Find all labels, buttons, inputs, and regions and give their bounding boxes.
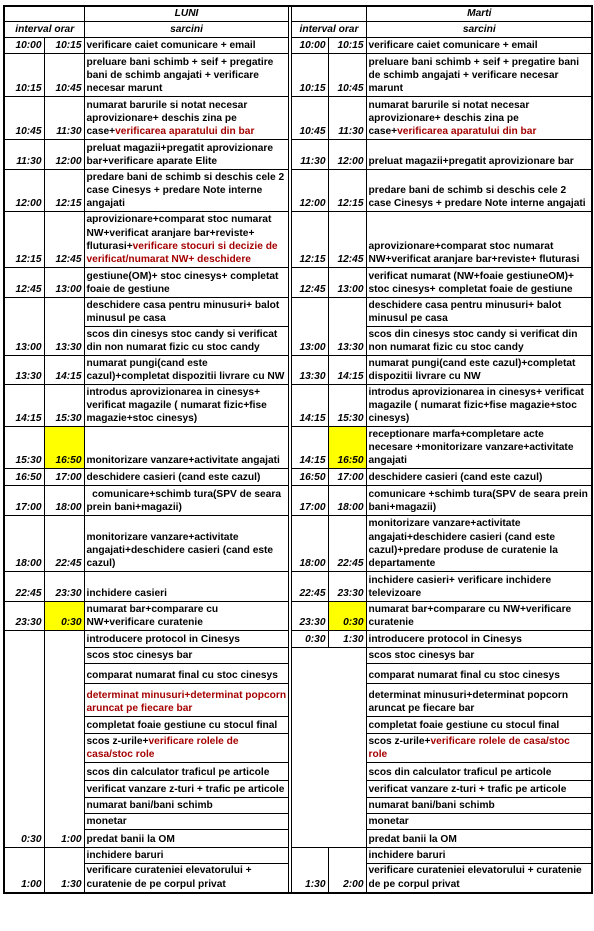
task-text: introducere protocol in Cinesys xyxy=(368,634,522,645)
luni-time-start: 14:15 xyxy=(4,385,44,427)
task-content xyxy=(87,531,287,571)
task-content xyxy=(87,633,287,646)
task-content xyxy=(369,328,591,354)
schedule-row xyxy=(4,140,592,170)
task-content xyxy=(369,155,591,168)
marti-task xyxy=(366,516,592,572)
task-content xyxy=(87,328,287,354)
task-text: deschidere casieri (cand este cazul) xyxy=(368,472,543,483)
marti-time-start: 13:30 xyxy=(291,356,328,385)
marti-task xyxy=(366,798,592,814)
task-content xyxy=(87,171,287,211)
task-text: verificare curateniei elevatorului + curatenie de pe corpul privat xyxy=(368,865,582,890)
luni-time-start: 1:00 xyxy=(4,848,44,893)
task-content xyxy=(369,517,591,570)
task-text: numarat pungi(cand este cazul)+completat dispozitii livrare cu NW xyxy=(86,357,285,382)
task-content xyxy=(369,849,591,862)
task-text: monitorizare vanzare+activitate angajati xyxy=(86,455,280,466)
task-content xyxy=(87,386,287,426)
schedule-row xyxy=(4,648,592,664)
task-content xyxy=(369,574,591,600)
schedule-row xyxy=(4,516,592,572)
task-content xyxy=(87,357,287,383)
task-text: inchidere casieri xyxy=(86,588,167,599)
task-content xyxy=(369,39,591,52)
marti-task xyxy=(366,781,592,798)
luni-time-end: 13:00 xyxy=(44,268,84,298)
marti-task xyxy=(366,356,592,385)
task-content xyxy=(87,56,287,96)
task-content xyxy=(87,864,287,890)
marti-time-end: 10:45 xyxy=(328,54,366,97)
task-content xyxy=(369,815,591,828)
task-text: completat foaie gestiune cu stocul final xyxy=(86,720,278,731)
task-text: verificare caiet comunicare + email xyxy=(368,40,538,51)
task-text: scos din cinesys stoc candy si verificat din non numarat fizic cu stoc candy xyxy=(368,328,578,353)
task-text: preluare bani schimb + seif + pregatire bani de schimb angajati + verificare necesar marunt xyxy=(86,56,274,94)
luni-task xyxy=(84,864,288,893)
luni-task xyxy=(84,516,288,572)
task-text: numarat pungi(cand este cazul)+completat dispozitii livrare cu NW xyxy=(368,357,576,382)
marti-time-start: 16:50 xyxy=(291,469,328,486)
task-content xyxy=(87,39,287,52)
marti-task xyxy=(366,572,592,602)
task-content xyxy=(87,213,287,266)
luni-time-end: 16:50 xyxy=(44,427,84,469)
luni-task xyxy=(84,97,288,140)
task-content xyxy=(369,270,591,296)
task-text: receptionare marfa+completare acte necesare +monitorizare vanzare+activitate angajati xyxy=(368,428,574,466)
marti-time-start: 14:15 xyxy=(291,427,328,469)
luni-task xyxy=(84,38,288,54)
task-content xyxy=(87,815,287,828)
marti-time-start: 10:45 xyxy=(291,97,328,140)
marti-task xyxy=(366,170,592,212)
luni-time-start: 12:45 xyxy=(4,268,44,298)
marti-time-start: 17:00 xyxy=(291,486,328,516)
marti-task xyxy=(366,602,592,631)
marti-task xyxy=(366,648,592,664)
task-red-text: determinat minusuri+determinat popcorn aruncat pe fiecare bar xyxy=(86,689,287,714)
luni-time-end: 15:30 xyxy=(44,385,84,427)
marti-task xyxy=(366,814,592,830)
marti-time-end: 13:30 xyxy=(328,298,366,356)
task-content xyxy=(87,299,287,325)
marti-time-end: 12:45 xyxy=(328,212,366,268)
task-text: scos stoc cinesys bar xyxy=(86,650,193,661)
marti-task xyxy=(366,469,592,486)
task-content xyxy=(87,833,287,846)
luni-time-start: 13:30 xyxy=(4,356,44,385)
task-text: inchidere baruri xyxy=(368,850,446,861)
marti-task xyxy=(366,763,592,781)
task-red-text: verificare rolele de casa/stoc role xyxy=(86,735,239,760)
marti-header-blank xyxy=(291,6,366,22)
marti-time-start: 14:15 xyxy=(291,385,328,427)
luni-task xyxy=(84,486,288,516)
marti-task xyxy=(366,140,592,170)
task-text: scos din calculator traficul pe articole xyxy=(368,767,552,778)
luni-interval-header: interval orar xyxy=(4,22,84,38)
task-text: completat foaie gestiune cu stocul final xyxy=(368,720,560,731)
luni-time-start: 18:00 xyxy=(4,516,44,572)
marti-time-end: 1:30 xyxy=(328,631,366,648)
task-content xyxy=(369,649,591,662)
task-content xyxy=(369,603,591,629)
luni-time-start: 15:30 xyxy=(4,427,44,469)
luni-task xyxy=(84,385,288,427)
marti-interval-header: interval orar xyxy=(291,22,366,38)
luni-task xyxy=(84,848,288,864)
task-content xyxy=(87,766,287,779)
task-content xyxy=(87,849,287,862)
task-text: scos z-urile+ xyxy=(368,735,431,747)
task-content xyxy=(369,386,591,426)
luni-task xyxy=(84,734,288,763)
luni-time-end: 11:30 xyxy=(44,97,84,140)
task-text: scos din cinesys stoc candy si verificat din non numarat fizic cu stoc candy xyxy=(86,328,278,353)
luni-task xyxy=(84,327,288,356)
marti-time-start: 18:00 xyxy=(291,516,328,572)
header-row-day xyxy=(4,6,592,22)
schedule-row xyxy=(4,268,592,298)
task-content xyxy=(369,783,591,796)
luni-time-start: 12:15 xyxy=(4,212,44,268)
task-text: scos din calculator traficul pe articole xyxy=(86,767,270,778)
task-text: comparat numarat final cu stoc cinesys xyxy=(368,670,560,681)
luni-task xyxy=(84,212,288,268)
task-text: preluat magazii+pregatit aprovizionare bar+verificare aparate Elite xyxy=(86,142,274,167)
schedule-row xyxy=(4,848,592,864)
task-text: deschidere casieri (cand este cazul) xyxy=(86,472,261,483)
task-content xyxy=(87,603,287,629)
luni-time-start: 11:30 xyxy=(4,140,44,170)
task-content xyxy=(87,270,287,296)
luni-time-start: 13:00 xyxy=(4,298,44,356)
task-text: numarat barurile si notat necesar aprovizionare+ deschis zina pe case+ xyxy=(368,99,530,137)
luni-task xyxy=(84,648,288,664)
luni-task xyxy=(84,427,288,469)
marti-time-start: 10:00 xyxy=(291,38,328,54)
task-text: deschidere casa pentru minusuri+ balot minusul pe casa xyxy=(86,299,280,324)
task-text: introdus aprovizionarea in cinesys+ verificat magazile ( numarat fizic+fise magazie+stoc cinesys) xyxy=(368,386,584,424)
marti-time-end: 12:15 xyxy=(328,170,366,212)
luni-task xyxy=(84,469,288,486)
task-content xyxy=(369,669,591,682)
schedule-row xyxy=(4,170,592,212)
task-content xyxy=(369,56,591,96)
schedule-row xyxy=(4,212,592,268)
luni-task xyxy=(84,830,288,848)
marti-day-title: Marti xyxy=(366,6,592,22)
luni-time-end: 0:30 xyxy=(44,602,84,631)
marti-time-end: 18:00 xyxy=(328,486,366,516)
task-text: preluat magazii+pregatit aprovizionare bar xyxy=(368,156,574,167)
task-text: preluare bani schimb + seif + pregatire bani de schimb angajati + verificare necesar marunt xyxy=(368,56,580,94)
task-text: predare bani de schimb si deschis cele 2 case Cinesys + predare Note interne angajati xyxy=(368,184,586,209)
luni-task xyxy=(84,356,288,385)
task-text: comunicare+schimb tura(SPV de seara prein bani+magazii) xyxy=(86,488,281,513)
task-content xyxy=(87,488,287,514)
task-text: numarat bani/bani schimb xyxy=(368,800,495,811)
luni-time-start: 10:45 xyxy=(4,97,44,140)
luni-time-start: 0:30 xyxy=(4,631,44,848)
task-content xyxy=(87,471,287,484)
task-content xyxy=(369,488,591,514)
task-text: deschidere casa pentru minusuri+ balot minusul pe casa xyxy=(368,299,562,324)
task-text: verificare caiet comunicare + email xyxy=(86,40,256,51)
marti-time-end: 2:00 xyxy=(328,848,366,893)
marti-time-end: 12:00 xyxy=(328,140,366,170)
marti-time-blank xyxy=(291,648,366,848)
luni-time-start: 17:00 xyxy=(4,486,44,516)
luni-tasks-header: sarcini xyxy=(84,22,288,38)
luni-task xyxy=(84,572,288,602)
task-text: inchidere baruri xyxy=(86,850,164,861)
luni-day-title: LUNI xyxy=(84,6,288,22)
task-text: numarat bar+comparare cu NW+verificare curatenie xyxy=(86,603,219,628)
luni-task xyxy=(84,140,288,170)
marti-time-end: 0:30 xyxy=(328,602,366,631)
marti-task xyxy=(366,664,592,684)
luni-time-end: 10:15 xyxy=(44,38,84,54)
marti-time-start: 12:00 xyxy=(291,170,328,212)
schedule-row xyxy=(4,385,592,427)
marti-tasks-header: sarcini xyxy=(366,22,592,38)
marti-task xyxy=(366,385,592,427)
luni-time-end: 12:15 xyxy=(44,170,84,212)
marti-task xyxy=(366,268,592,298)
luni-time-start: 22:45 xyxy=(4,572,44,602)
marti-time-start: 22:45 xyxy=(291,572,328,602)
luni-time-end: 23:30 xyxy=(44,572,84,602)
marti-task xyxy=(366,848,592,864)
task-content xyxy=(87,799,287,812)
marti-time-start: 1:30 xyxy=(291,848,328,893)
marti-time-end: 10:15 xyxy=(328,38,366,54)
schedule-row xyxy=(4,97,592,140)
task-content xyxy=(369,864,591,890)
task-content xyxy=(87,454,287,467)
marti-task xyxy=(366,830,592,848)
luni-time-start: 10:00 xyxy=(4,38,44,54)
task-content xyxy=(369,799,591,812)
marti-task xyxy=(366,631,592,648)
luni-task xyxy=(84,268,288,298)
schedule-row xyxy=(4,486,592,516)
marti-time-start: 23:30 xyxy=(291,602,328,631)
marti-task xyxy=(366,427,592,469)
task-text: monitorizare vanzare+activitate angajati+deschidere casieri (cand este cazul) xyxy=(86,531,274,569)
luni-task xyxy=(84,631,288,648)
marti-task xyxy=(366,684,592,717)
marti-task xyxy=(366,212,592,268)
task-red-text: verificarea aparatului din bar xyxy=(397,126,537,137)
task-text: introdus aprovizionarea in cinesys+ verificat magazile ( numarat fizic+fise magazie+stoc cinesys) xyxy=(86,386,267,424)
task-content xyxy=(369,357,591,383)
task-text: aprovizionare+comparat stoc numarat NW+verificat aranjare bar+reviste+ fluturasi xyxy=(368,240,580,265)
task-text: monetar xyxy=(86,816,127,827)
luni-time-end: 18:00 xyxy=(44,486,84,516)
task-content xyxy=(369,471,591,484)
task-content xyxy=(87,649,287,662)
task-text: predat banii la OM xyxy=(86,834,175,845)
task-content xyxy=(369,766,591,779)
task-content xyxy=(87,99,287,139)
task-text: determinat minusuri+determinat popcorn aruncat pe fiecare bar xyxy=(368,689,569,714)
marti-task xyxy=(366,864,592,893)
task-content xyxy=(369,99,591,139)
schedule-table xyxy=(3,5,593,894)
schedule-row xyxy=(4,631,592,648)
task-content xyxy=(87,669,287,682)
task-text: monetar xyxy=(368,816,409,827)
task-content xyxy=(87,587,287,600)
task-content xyxy=(87,719,287,732)
task-text: verificat vanzare z-turi + trafic pe articole xyxy=(368,784,567,795)
task-text: numarat bar+comparare cu NW+verificare curatenie xyxy=(368,603,572,628)
schedule-row xyxy=(4,469,592,486)
luni-task xyxy=(84,717,288,734)
luni-header-blank xyxy=(4,6,84,22)
marti-time-end: 22:45 xyxy=(328,516,366,572)
task-content xyxy=(369,240,591,266)
marti-time-start: 13:00 xyxy=(291,298,328,356)
schedule-row xyxy=(4,602,592,631)
task-text: monitorizare vanzare+activitate angajati+deschidere casieri (cand este cazul)+predare produse de curatenie la departamente xyxy=(368,518,558,569)
task-text: scos z-urile+ xyxy=(86,735,149,747)
luni-task xyxy=(84,798,288,814)
task-content xyxy=(369,299,591,325)
marti-task xyxy=(366,734,592,763)
task-text: comunicare +schimb tura(SPV de seara prein bani+magazii) xyxy=(368,488,588,513)
task-content xyxy=(87,783,287,796)
schedule-row xyxy=(4,54,592,97)
luni-time-end: 17:00 xyxy=(44,469,84,486)
marti-time-end: 15:30 xyxy=(328,385,366,427)
marti-time-start: 12:45 xyxy=(291,268,328,298)
task-text: verificat numarat (NW+foaie gestiuneOM)+ stoc cinesys+ completat foaie de gestiune xyxy=(368,270,574,295)
marti-task xyxy=(366,717,592,734)
task-red-text: verificare rolele de casa/stoc role xyxy=(368,735,570,760)
schedule-row xyxy=(4,572,592,602)
marti-task xyxy=(366,486,592,516)
marti-time-end: 13:00 xyxy=(328,268,366,298)
schedule-row xyxy=(4,427,592,469)
luni-task xyxy=(84,814,288,830)
marti-time-end: 14:15 xyxy=(328,356,366,385)
task-text: numarat bani/bani schimb xyxy=(86,800,213,811)
task-red-text: verificare stocuri si decizie de verificat/numarat NW+ deschidere xyxy=(86,240,278,265)
task-content xyxy=(87,689,287,715)
task-text: comparat numarat final cu stoc cinesys xyxy=(86,670,278,681)
task-content xyxy=(87,142,287,168)
task-content xyxy=(369,719,591,732)
luni-time-end: 1:00 xyxy=(44,631,84,848)
luni-time-end: 13:30 xyxy=(44,298,84,356)
task-content xyxy=(369,428,591,468)
task-red-text: verificarea aparatului din bar xyxy=(115,126,255,137)
task-text: scos stoc cinesys bar xyxy=(368,650,475,661)
luni-time-start: 16:50 xyxy=(4,469,44,486)
task-content xyxy=(87,735,287,761)
marti-task xyxy=(366,298,592,327)
header-row-columns xyxy=(4,22,592,38)
luni-time-end: 10:45 xyxy=(44,54,84,97)
luni-task xyxy=(84,170,288,212)
marti-time-end: 16:50 xyxy=(328,427,366,469)
marti-time-start: 10:15 xyxy=(291,54,328,97)
luni-task xyxy=(84,602,288,631)
task-content xyxy=(369,184,591,210)
marti-task xyxy=(366,54,592,97)
task-text: verificat vanzare z-turi + trafic pe articole xyxy=(86,784,285,795)
marti-time-end: 11:30 xyxy=(328,97,366,140)
task-text: inchidere casieri+ verificare inchidere televizoare xyxy=(368,574,552,599)
luni-time-end: 12:00 xyxy=(44,140,84,170)
marti-task xyxy=(366,327,592,356)
luni-task xyxy=(84,763,288,781)
marti-time-start: 11:30 xyxy=(291,140,328,170)
task-text: numarat barurile si notat necesar aprovizionare+ deschis zina pe case+ xyxy=(86,99,248,137)
marti-time-end: 17:00 xyxy=(328,469,366,486)
task-text: introducere protocol in Cinesys xyxy=(86,634,240,645)
luni-task xyxy=(84,664,288,684)
schedule-row xyxy=(4,298,592,327)
luni-time-end: 22:45 xyxy=(44,516,84,572)
marti-time-start: 12:15 xyxy=(291,212,328,268)
luni-task xyxy=(84,684,288,717)
task-text: predare bani de schimb si deschis cele 2 case Cinesys + predare Note interne angajati xyxy=(86,171,285,209)
task-text: predat banii la OM xyxy=(368,834,457,845)
marti-task xyxy=(366,97,592,140)
task-text: verificare curateniei elevatorului + curatenie de pe corpul privat xyxy=(86,865,252,890)
task-text: aprovizionare+comparat stoc numarat NW+verificat aranjare bar+reviste+ fluturasi+ xyxy=(86,214,272,252)
marti-time-end: 23:30 xyxy=(328,572,366,602)
luni-time-start: 12:00 xyxy=(4,170,44,212)
task-content xyxy=(369,689,591,715)
task-text: gestiune(OM)+ stoc cinesys+ completat foaie de gestiune xyxy=(86,270,279,295)
marti-task xyxy=(366,38,592,54)
task-content xyxy=(369,633,591,646)
task-content xyxy=(369,833,591,846)
task-content xyxy=(369,735,591,761)
luni-time-end: 12:45 xyxy=(44,212,84,268)
luni-time-start: 10:15 xyxy=(4,54,44,97)
luni-time-end: 1:30 xyxy=(44,848,84,893)
luni-task xyxy=(84,54,288,97)
luni-task xyxy=(84,298,288,327)
schedule-row xyxy=(4,38,592,54)
luni-task xyxy=(84,781,288,798)
luni-time-start: 23:30 xyxy=(4,602,44,631)
marti-time-start: 0:30 xyxy=(291,631,328,648)
schedule-row xyxy=(4,356,592,385)
luni-time-end: 14:15 xyxy=(44,356,84,385)
